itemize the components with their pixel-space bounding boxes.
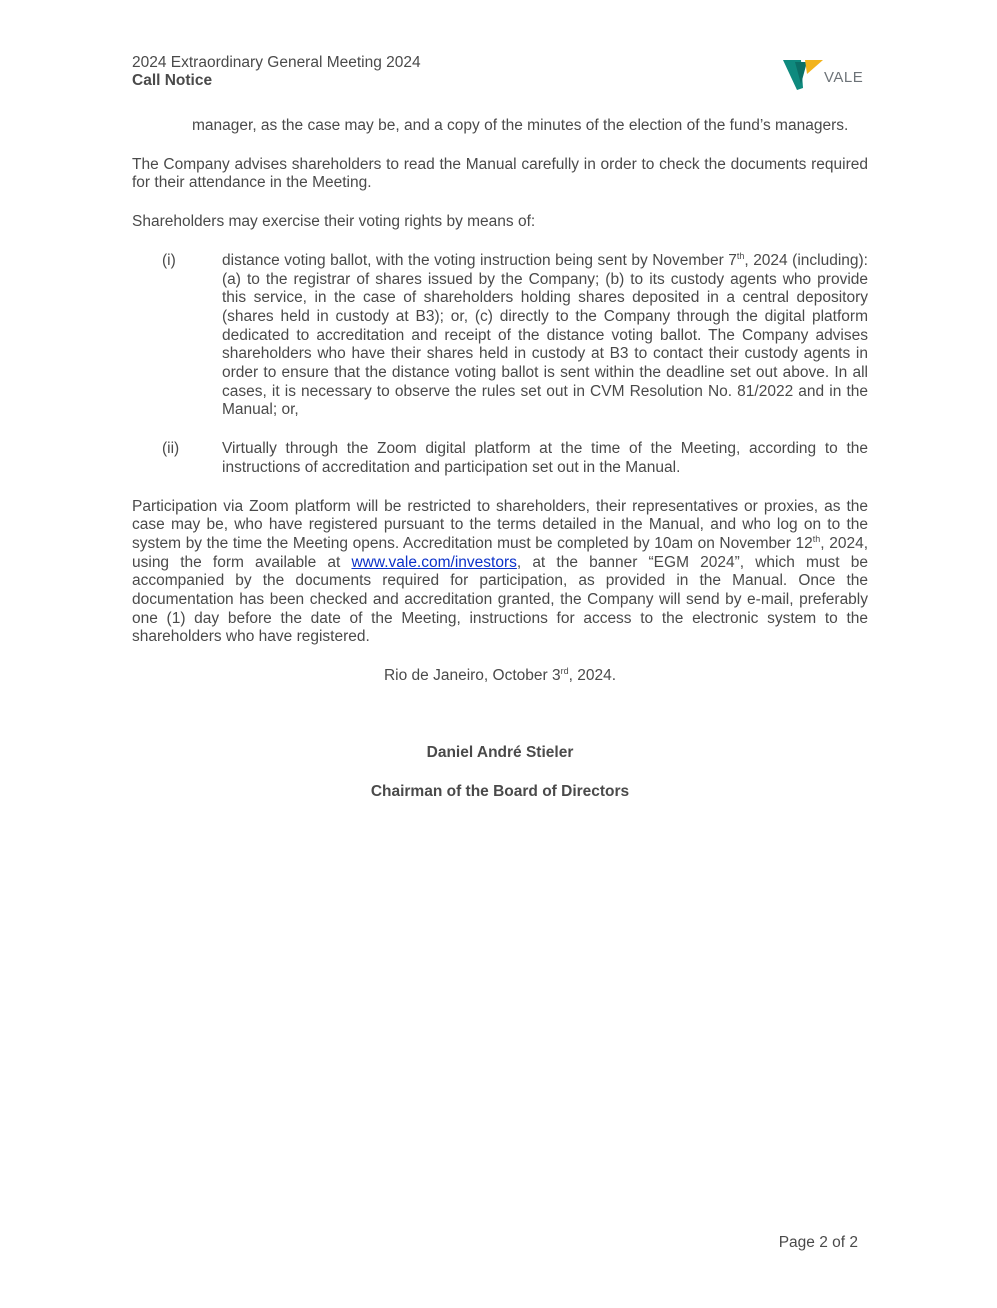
list-text <box>222 252 868 420</box>
vale-v-logo-icon <box>781 56 823 92</box>
date-part: Rio de Janeiro, October 3 <box>383 667 561 685</box>
superscript: rd <box>560 666 569 677</box>
paragraph-part: Participation via Zoom platform will be restricted to shareholders, their representatives or proxies, as the case may be, who have registered pursuant to the terms detailed in the Manual, and who log on to the system by the time the Meeting opens. Accreditation must be completed by 10am on November 12 <box>132 497 868 552</box>
list-marker: (i) <box>162 251 176 269</box>
list-text: Virtually through the Zoom digital platform at the time of the Meeting, according to the instructions of accreditation and participation set out in the Manual. <box>222 440 868 476</box>
date-part: , 2024. <box>568 667 617 685</box>
list-text-part: distance voting ballot, with the voting instruction being sent by November 7 <box>222 251 737 269</box>
paragraph-part: , 2024, using the form available at <box>132 534 868 571</box>
continuation-paragraph: manager, as the case may be, and a copy of the minutes of the election of the fund’s managers. <box>192 117 849 134</box>
participation-paragraph <box>132 498 868 648</box>
document-subtitle: Call Notice <box>132 72 213 89</box>
document-body <box>132 117 868 801</box>
logo-text: VALE <box>824 69 864 86</box>
list-marker: (ii) <box>162 440 180 458</box>
signatory-title: Chairman of the Board of Directors <box>370 782 630 800</box>
investors-link[interactable]: www.vale.com/investors <box>351 553 517 571</box>
paragraph-part: , at the banner “EGM 2024”, which must be accompanied by the documents required for participation, as provided in the Manual. Once the documentation has been checked and accreditation granted, the Company will send by e-mail, preferably one (1) day before the date of the Meeting, instructions for access to the electronic system to the shareholders who have registered. <box>132 553 868 646</box>
list-text-part: , 2024 (including): (a) to the registrar of shares issued by the Company; (b) to its custody agents who provide this service, in the case of shareholders holding shares deposited in a central depository (shares held in custody at B3); or, (c) directly to the Company through the digital platform dedicated to accreditation and receipt of the distance voting ballot. The Company advises shareholders who have their shares held in custody at B3 to contact their custody agents in order to ensure that the distance voting ballot is sent within the deadline set out above. In all cases, it is necessary to observe the rules set out in CVM Resolution No. 81/2022 and in the Manual; or, <box>222 251 868 419</box>
superscript: th <box>736 250 745 261</box>
advice-paragraph: The Company advises shareholders to read the Manual carefully in order to check the documents required for their attendance in the Meeting. <box>132 155 868 192</box>
superscript: th <box>812 533 821 544</box>
list-item-i <box>162 252 868 420</box>
document-title: 2024 Extraordinary General Meeting 2024 <box>132 54 421 71</box>
document-header <box>132 54 421 90</box>
list-item-ii <box>162 440 868 477</box>
signatory-name: Daniel André Stieler <box>426 743 574 761</box>
voting-intro: Shareholders may exercise their voting rights by means of: <box>132 213 536 231</box>
page-number: Page 2 of 2 <box>778 1234 858 1251</box>
vale-logo <box>781 56 867 92</box>
date-line <box>132 667 868 686</box>
